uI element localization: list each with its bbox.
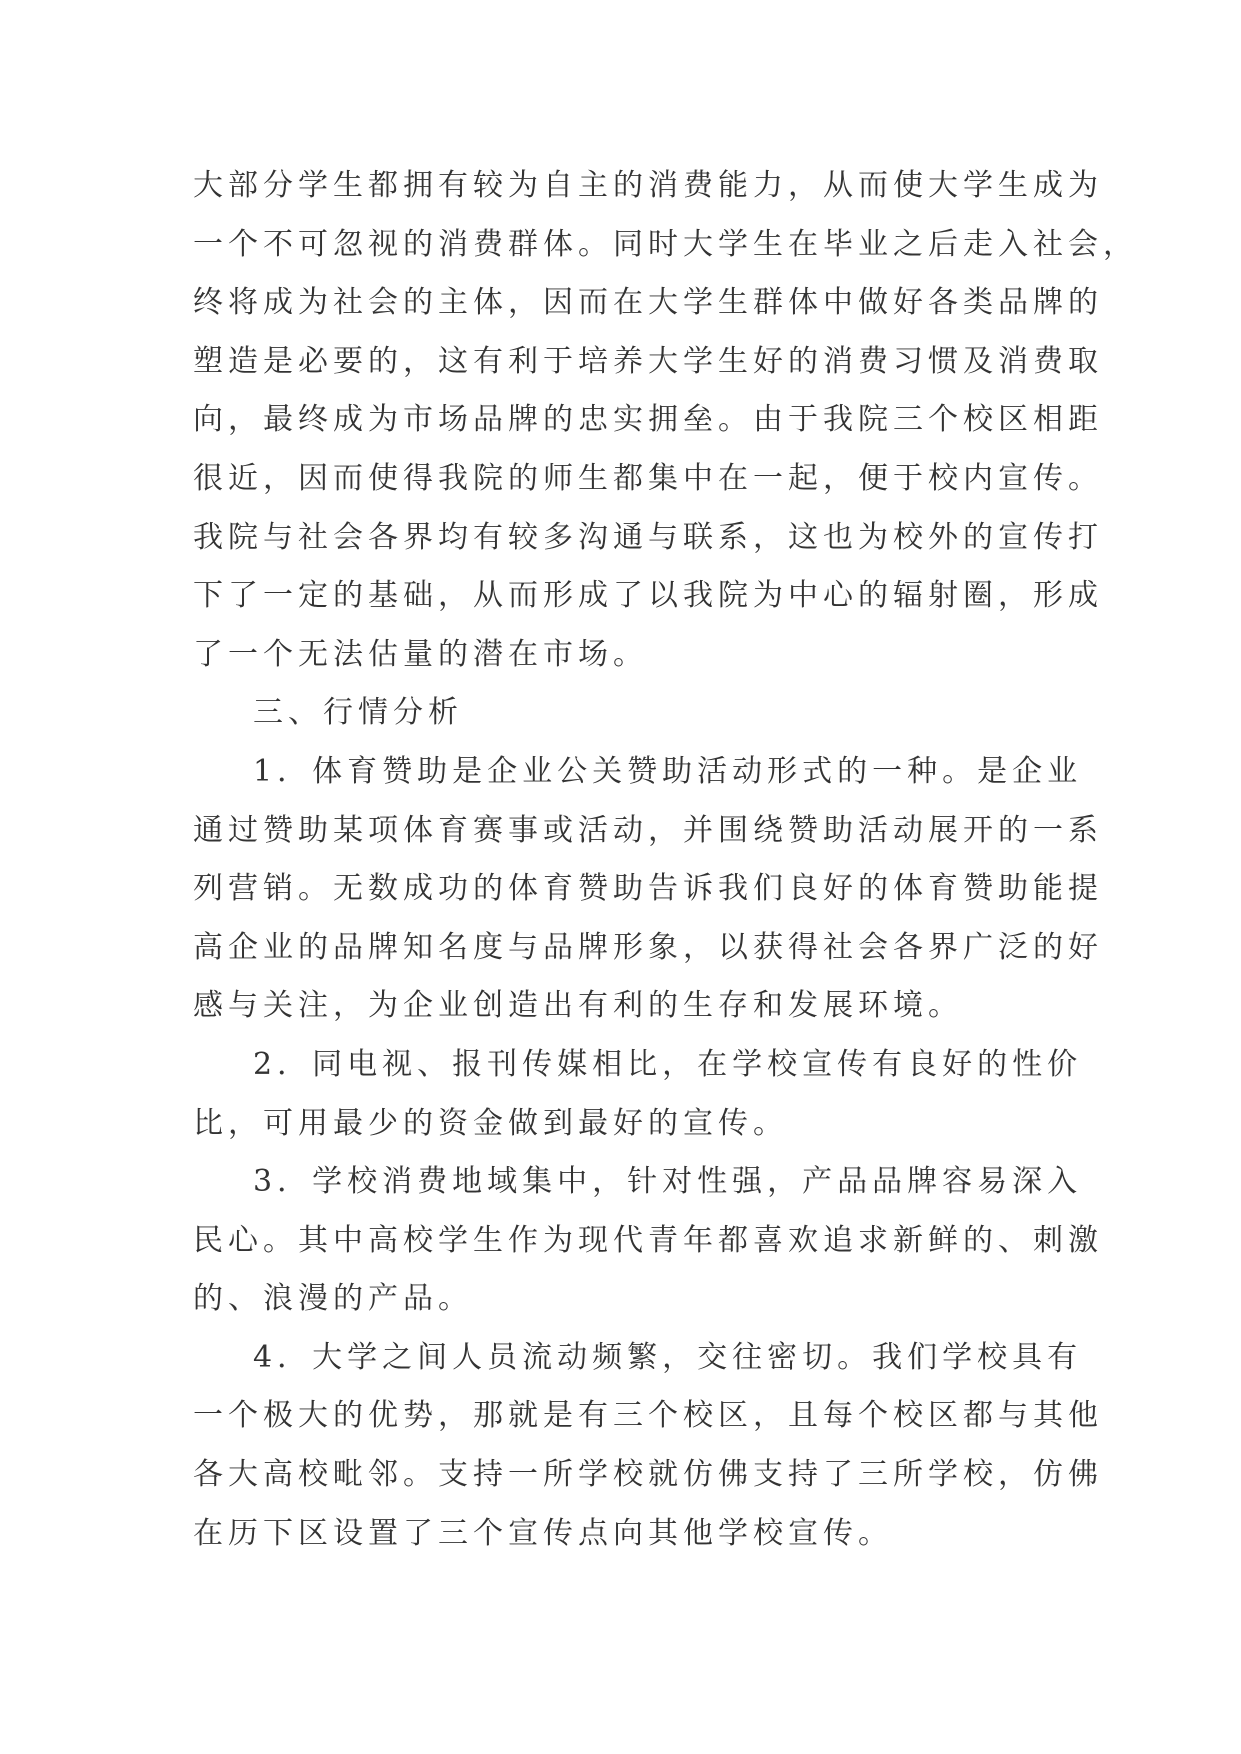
text-line: 向，最终成为市场品牌的忠实拥垒。由于我院三个校区相距 <box>193 402 1103 438</box>
text-line: 的、浪漫的产品。 <box>193 1281 473 1317</box>
text-line: 各大高校毗邻。支持一所学校就仿佛支持了三所学校，仿佛 <box>193 1457 1103 1493</box>
text-line: 1．体育赞助是企业公关赞助活动形式的一种。是企业 <box>253 753 1083 789</box>
text-line: 很近，因而使得我院的师生都集中在一起，便于校内宣传。 <box>193 460 1103 496</box>
text-line: 在历下区设置了三个宣传点向其他学校宣传。 <box>193 1515 893 1551</box>
text-line: 塑造是必要的，这有利于培养大学生好的消费习惯及消费取 <box>193 343 1103 379</box>
text-line: 高企业的品牌知名度与品牌形象，以获得社会各界广泛的好 <box>193 929 1103 965</box>
text-line: 民心。其中高校学生作为现代青年都喜欢追求新鲜的、刺激 <box>193 1222 1103 1258</box>
text-line: 比，可用最少的资金做到最好的宣传。 <box>193 1105 788 1141</box>
text-line: 我院与社会各界均有较多沟通与联系，这也为校外的宣传打 <box>193 519 1103 555</box>
text-line: 终将成为社会的主体，因而在大学生群体中做好各类品牌的 <box>193 285 1103 321</box>
text-line: 了一个无法估量的潜在市场。 <box>193 636 648 672</box>
text-line: 通过赞助某项体育赛事或活动，并围绕赞助活动展开的一系 <box>193 812 1103 848</box>
text-line: 一个不可忽视的消费群体。同时大学生在毕业之后走入社会， <box>193 226 1138 262</box>
text-line: 3．学校消费地域集中，针对性强，产品品牌容易深入 <box>253 1164 1083 1200</box>
text-line: 2．同电视、报刊传媒相比，在学校宣传有良好的性价 <box>253 1046 1083 1082</box>
text-line: 4．大学之间人员流动频繁，交往密切。我们学校具有 <box>253 1339 1083 1375</box>
text-line: 列营销。无数成功的体育赞助告诉我们良好的体育赞助能提 <box>193 871 1103 907</box>
text-line: 下了一定的基础，从而形成了以我院为中心的辐射圈，形成 <box>193 578 1103 614</box>
text-line: 一个极大的优势，那就是有三个校区，且每个校区都与其他 <box>193 1398 1103 1434</box>
document-body <box>193 163 1138 1569</box>
text-line: 感与关注，为企业创造出有利的生存和发展环境。 <box>193 988 963 1024</box>
text-line: 大部分学生都拥有较为自主的消费能力，从而使大学生成为 <box>193 168 1103 203</box>
section-heading: 三、行情分析 <box>253 695 463 731</box>
